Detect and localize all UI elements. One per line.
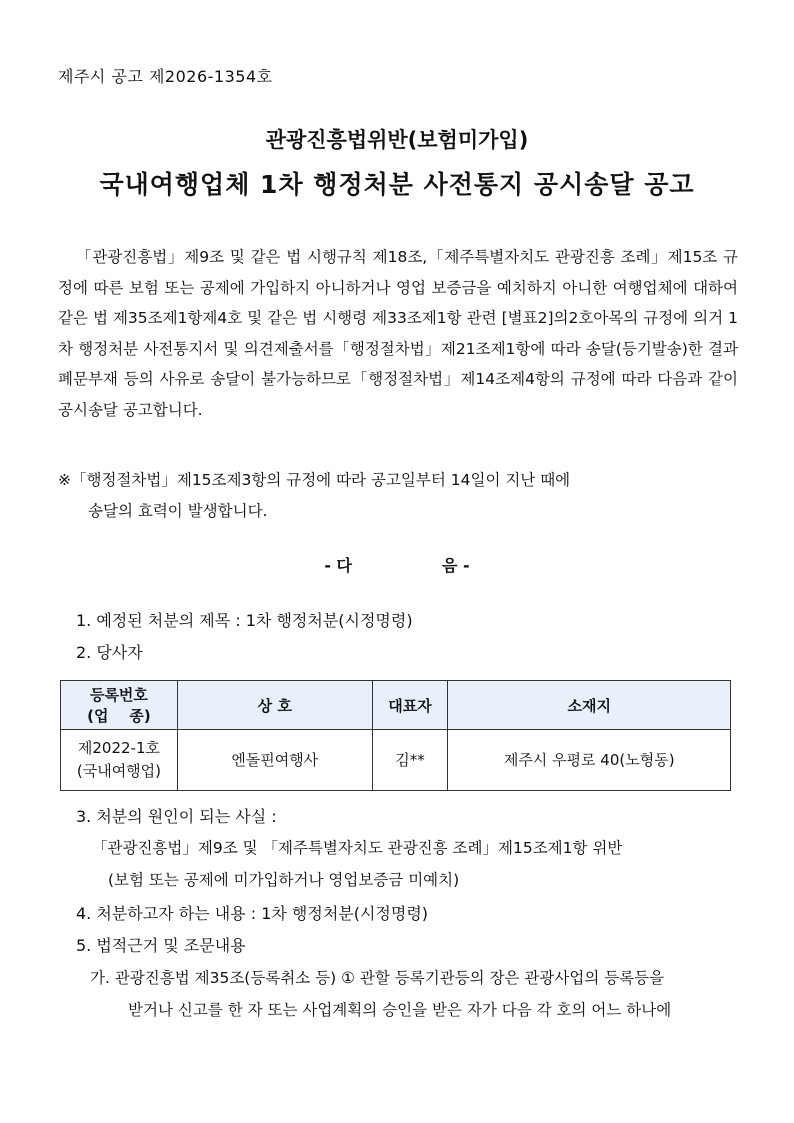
header-address: 소재지 [448,681,731,730]
title-line-1: 관광진흥법위반(보험미가입) [265,128,529,152]
header-name: 상 호 [177,681,372,730]
divider-left: - 다 [324,556,352,575]
party-table [60,680,731,791]
cell-name: 엔돌핀여행사 [177,730,372,791]
remark-line-1: ※「행정절차법」제15조제3항의 규정에 따라 공고일부터 14일이 지난 때에 [58,471,571,489]
divider-right: 음 - [442,556,470,575]
table-header-row [61,681,731,730]
item-3-detail-line-1: 「관광진흥법」제9조 및 「제주특별자치도 관광진흥 조례」제15조제1항 위반 [92,839,623,857]
intro-text: 「관광진흥법」제9조 및 같은 법 시행규칙 제18조,「제주특별자치도 관광진흥 조례」제15조 규정에 따른 보험 또는 공제에 가입하지 아니하거나 영업 보증금을 예치하지 아니한 여행업체에 대하여 같은 법 제35조제1항제4호 및 같은 법 시행령 제33조제1항 관련 [별표2]의2호아목의 규정에 의거 1차 행정처분 사전통지서 및 의견제출서를「행정절차법」제21조제1항에 따라 송달(등기발송)한 결과 폐문부재 등의 사유로 송달이 불가능하므로「행정절차법」제14조제4항의 규정에 따라 다음과 같이 공시송달 공고합니다. [58,248,738,419]
clause-ga-line-1: 가. 관광진흥법 제35조(등록취소 등) ① 관할 등록기관등의 장은 관광사업의 등록등을 [90,969,665,987]
item-3: 3. 처분의 원인이 되는 사실 : [76,807,277,826]
item-1: 1. 예정된 처분의 제목 : 1차 행정처분(시정명령) [76,611,413,630]
remark-line-2: 송달의 효력이 발생합니다. [88,501,268,520]
title-line-2: 국내여행업체 1차 행정처분 사전통지 공시송달 공고 [99,170,695,199]
table-row [61,730,731,791]
item-5-clause-ga [90,962,740,1026]
notice-number: 제주시 공고 제2026-1354호 [58,67,273,86]
cell-representative: 김** [372,730,448,791]
cell-address: 제주시 우평로 40(노형동) [448,730,731,791]
remark [58,465,738,526]
item-2: 2. 당사자 [76,643,143,662]
cell-reg-no: 제2022-1호 (국내여행업) [61,730,178,791]
item-4: 4. 처분하고자 하는 내용 : 1차 행정처분(시정명령) [76,904,429,923]
clause-ga-line-2: 받거나 신고를 한 자 또는 사업계획의 승인을 받은 자가 다음 각 호의 어느 하나에 [128,1001,672,1019]
header-reg-no: 등록번호 (업 종) [61,681,178,730]
intro-paragraph [58,242,738,425]
item-3-detail-line-2: (보험 또는 공제에 미가입하거나 영업보증금 미예치) [108,871,460,889]
section-divider [0,553,794,576]
item-5: 5. 법적근거 및 조문내용 [76,936,246,955]
header-representative: 대표자 [372,681,448,730]
